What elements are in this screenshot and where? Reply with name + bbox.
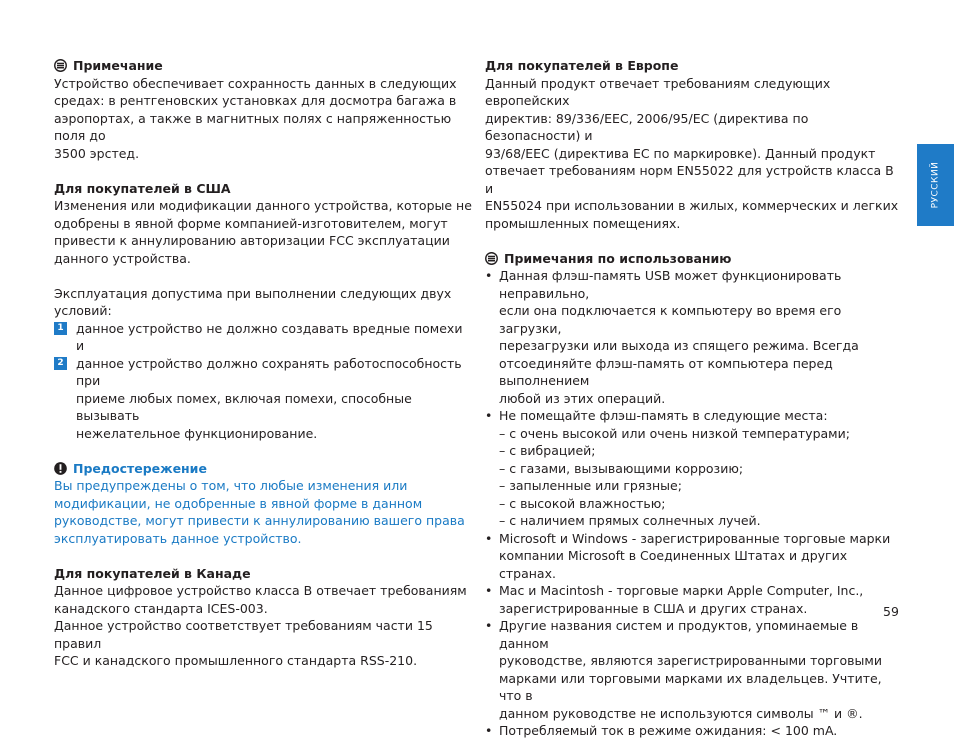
- usage-line: данном руководстве не используются символы ™ и ®.: [499, 705, 863, 721]
- canada-line: Данное цифровое устройство класса B отвечает требованиям: [54, 583, 467, 598]
- places-sublist: [485, 425, 905, 530]
- sublist-item: – с очень высокой или очень низкой температурами;: [499, 425, 850, 441]
- europe-line: 93/68/EEC (директива EC по маркировке). Данный продукт: [485, 145, 876, 161]
- usa-line: Изменения или модификации данного устройства, которые не: [54, 198, 472, 213]
- caution-line: модификации, не одобренные в явной форме в данном: [54, 495, 423, 511]
- language-side-tab: [917, 144, 954, 226]
- europe-line: промышленных помещениях.: [485, 215, 681, 231]
- usage-list-continued: [485, 530, 905, 740]
- usage-line: зарегистрированные в США и других странах.: [499, 600, 808, 616]
- sublist-item: – с газами, вызывающими коррозию;: [499, 460, 744, 476]
- warning-icon: [54, 462, 67, 475]
- list-item: [485, 267, 905, 407]
- note-icon: [485, 252, 498, 265]
- caution-heading: [54, 460, 472, 478]
- bullet: •: [485, 530, 493, 546]
- number-badge-2: 2: [54, 357, 67, 370]
- usage-heading: [485, 250, 905, 268]
- bullet: •: [485, 408, 493, 423]
- usage-line: компании Microsoft в Соединенных Штатах и других странах.: [499, 548, 848, 581]
- sublist-item: – с высокой влажностью;: [499, 495, 666, 511]
- condition-2-text: нежелательное функционирование.: [76, 425, 318, 441]
- usage-line: марками или торговыми марками их владельцев. Учтите, что в: [499, 670, 882, 703]
- caution-line: эксплуатировать данное устройство.: [54, 530, 302, 546]
- note-line: средах: в рентгеновских установках для досмотра багажа в: [54, 93, 457, 108]
- number-badge-1: 1: [54, 322, 67, 335]
- usage-list: [485, 267, 905, 425]
- note-line: Устройство обеспечивает сохранность данных в следующих: [54, 75, 457, 91]
- page-number: 59: [883, 604, 899, 619]
- left-column: [54, 57, 472, 670]
- sublist-item: – запыленные или грязные;: [499, 478, 682, 493]
- europe-heading: Для покупателей в Европе: [485, 58, 679, 73]
- usa-heading: Для покупателей в США: [54, 180, 231, 196]
- right-column: [485, 57, 905, 740]
- condition-item-2: [54, 355, 472, 443]
- condition-item-1: [54, 320, 472, 355]
- usage-line: Данная флэш-память USB может функционировать неправильно,: [499, 268, 842, 301]
- canada-line: Данное устройство соответствует требованиям части 15 правил: [54, 618, 433, 651]
- list-item: [485, 407, 905, 425]
- usa-line: привести к аннулированию авторизации FCC эксплуатации: [54, 233, 450, 248]
- list-item: [485, 530, 905, 583]
- usage-line: Mac и Macintosh - торговые марки Apple Computer, Inc.,: [499, 583, 864, 598]
- note-heading: [54, 57, 472, 75]
- operation-line: условий:: [54, 303, 112, 318]
- note-line: аэропортах, а также в магнитных полях с напряженностью поля до: [54, 110, 452, 143]
- language-tab-label: РУССКИЙ: [929, 161, 940, 209]
- usage-line: Не помещайте флэш-память в следующие места:: [499, 408, 828, 423]
- usa-line: одобрены в явной форме компанией-изготовителем, могут: [54, 215, 448, 231]
- usa-line: данного устройства.: [54, 250, 191, 266]
- caution-line: Вы предупреждены о том, что любые изменения или: [54, 478, 408, 493]
- usage-line: Другие названия систем и продуктов, упоминаемые в данном: [499, 618, 859, 651]
- operation-line: Эксплуатация допустима при выполнении следующих двух: [54, 285, 452, 301]
- canada-heading: Для покупателей в Канаде: [54, 565, 251, 581]
- note-icon: [54, 59, 67, 72]
- usage-line: отсоединяйте флэш-память от компьютера перед выполнением: [499, 355, 833, 388]
- condition-2-text: приеме любых помех, включая помехи, способные вызывать: [76, 390, 412, 423]
- usage-line: если она подключается к компьютеру во время его загрузки,: [499, 303, 842, 336]
- bullet: •: [485, 723, 493, 738]
- europe-line: Данный продукт отвечает требованиям следующих европейских: [485, 75, 831, 108]
- list-item: [485, 617, 905, 722]
- condition-2-text: данное устройство должно сохранять работоспособность при: [76, 355, 462, 388]
- bullet: •: [485, 618, 493, 633]
- bullet: •: [485, 268, 493, 283]
- canada-line: FCC и канадского промышленного стандарта RSS-210.: [54, 653, 418, 668]
- usage-heading-text: Примечания по использованию: [504, 250, 732, 266]
- usage-line: любой из этих операций.: [499, 390, 666, 406]
- canada-line: канадского стандарта ICES-003.: [54, 600, 268, 616]
- list-item: [485, 722, 905, 740]
- caution-heading-text: Предостережение: [73, 460, 207, 476]
- usage-line: перезагрузки или выхода из спящего режима. Всегда: [499, 338, 859, 353]
- europe-line: директив: 89/336/EEC, 2006/95/EC (директива по безопасности) и: [485, 110, 809, 143]
- europe-line: отвечает требованиям норм EN55022 для устройств класса B и: [485, 163, 894, 196]
- note-line: 3500 эрстед.: [54, 145, 140, 161]
- condition-1-text: данное устройство не должно создавать вредные помехи и: [76, 320, 463, 353]
- sublist-item: – с вибрацией;: [499, 443, 596, 458]
- sublist-item: – с наличием прямых солнечных лучей.: [499, 513, 761, 528]
- caution-line: руководстве, могут привести к аннулированию вашего права: [54, 513, 465, 528]
- usage-line: Microsoft и Windows - зарегистрированные торговые марки: [499, 530, 891, 546]
- bullet: •: [485, 583, 493, 598]
- note-heading-text: Примечание: [73, 58, 163, 73]
- usage-line: руководстве, являются зарегистрированными торговыми: [499, 653, 882, 668]
- europe-line: EN55024 при использовании в жилых, коммерческих и легких: [485, 198, 899, 213]
- conditions-list: [54, 320, 472, 443]
- usage-line: Потребляемый ток в режиме ожидания: < 100 mA.: [499, 723, 838, 738]
- list-item: [485, 582, 905, 617]
